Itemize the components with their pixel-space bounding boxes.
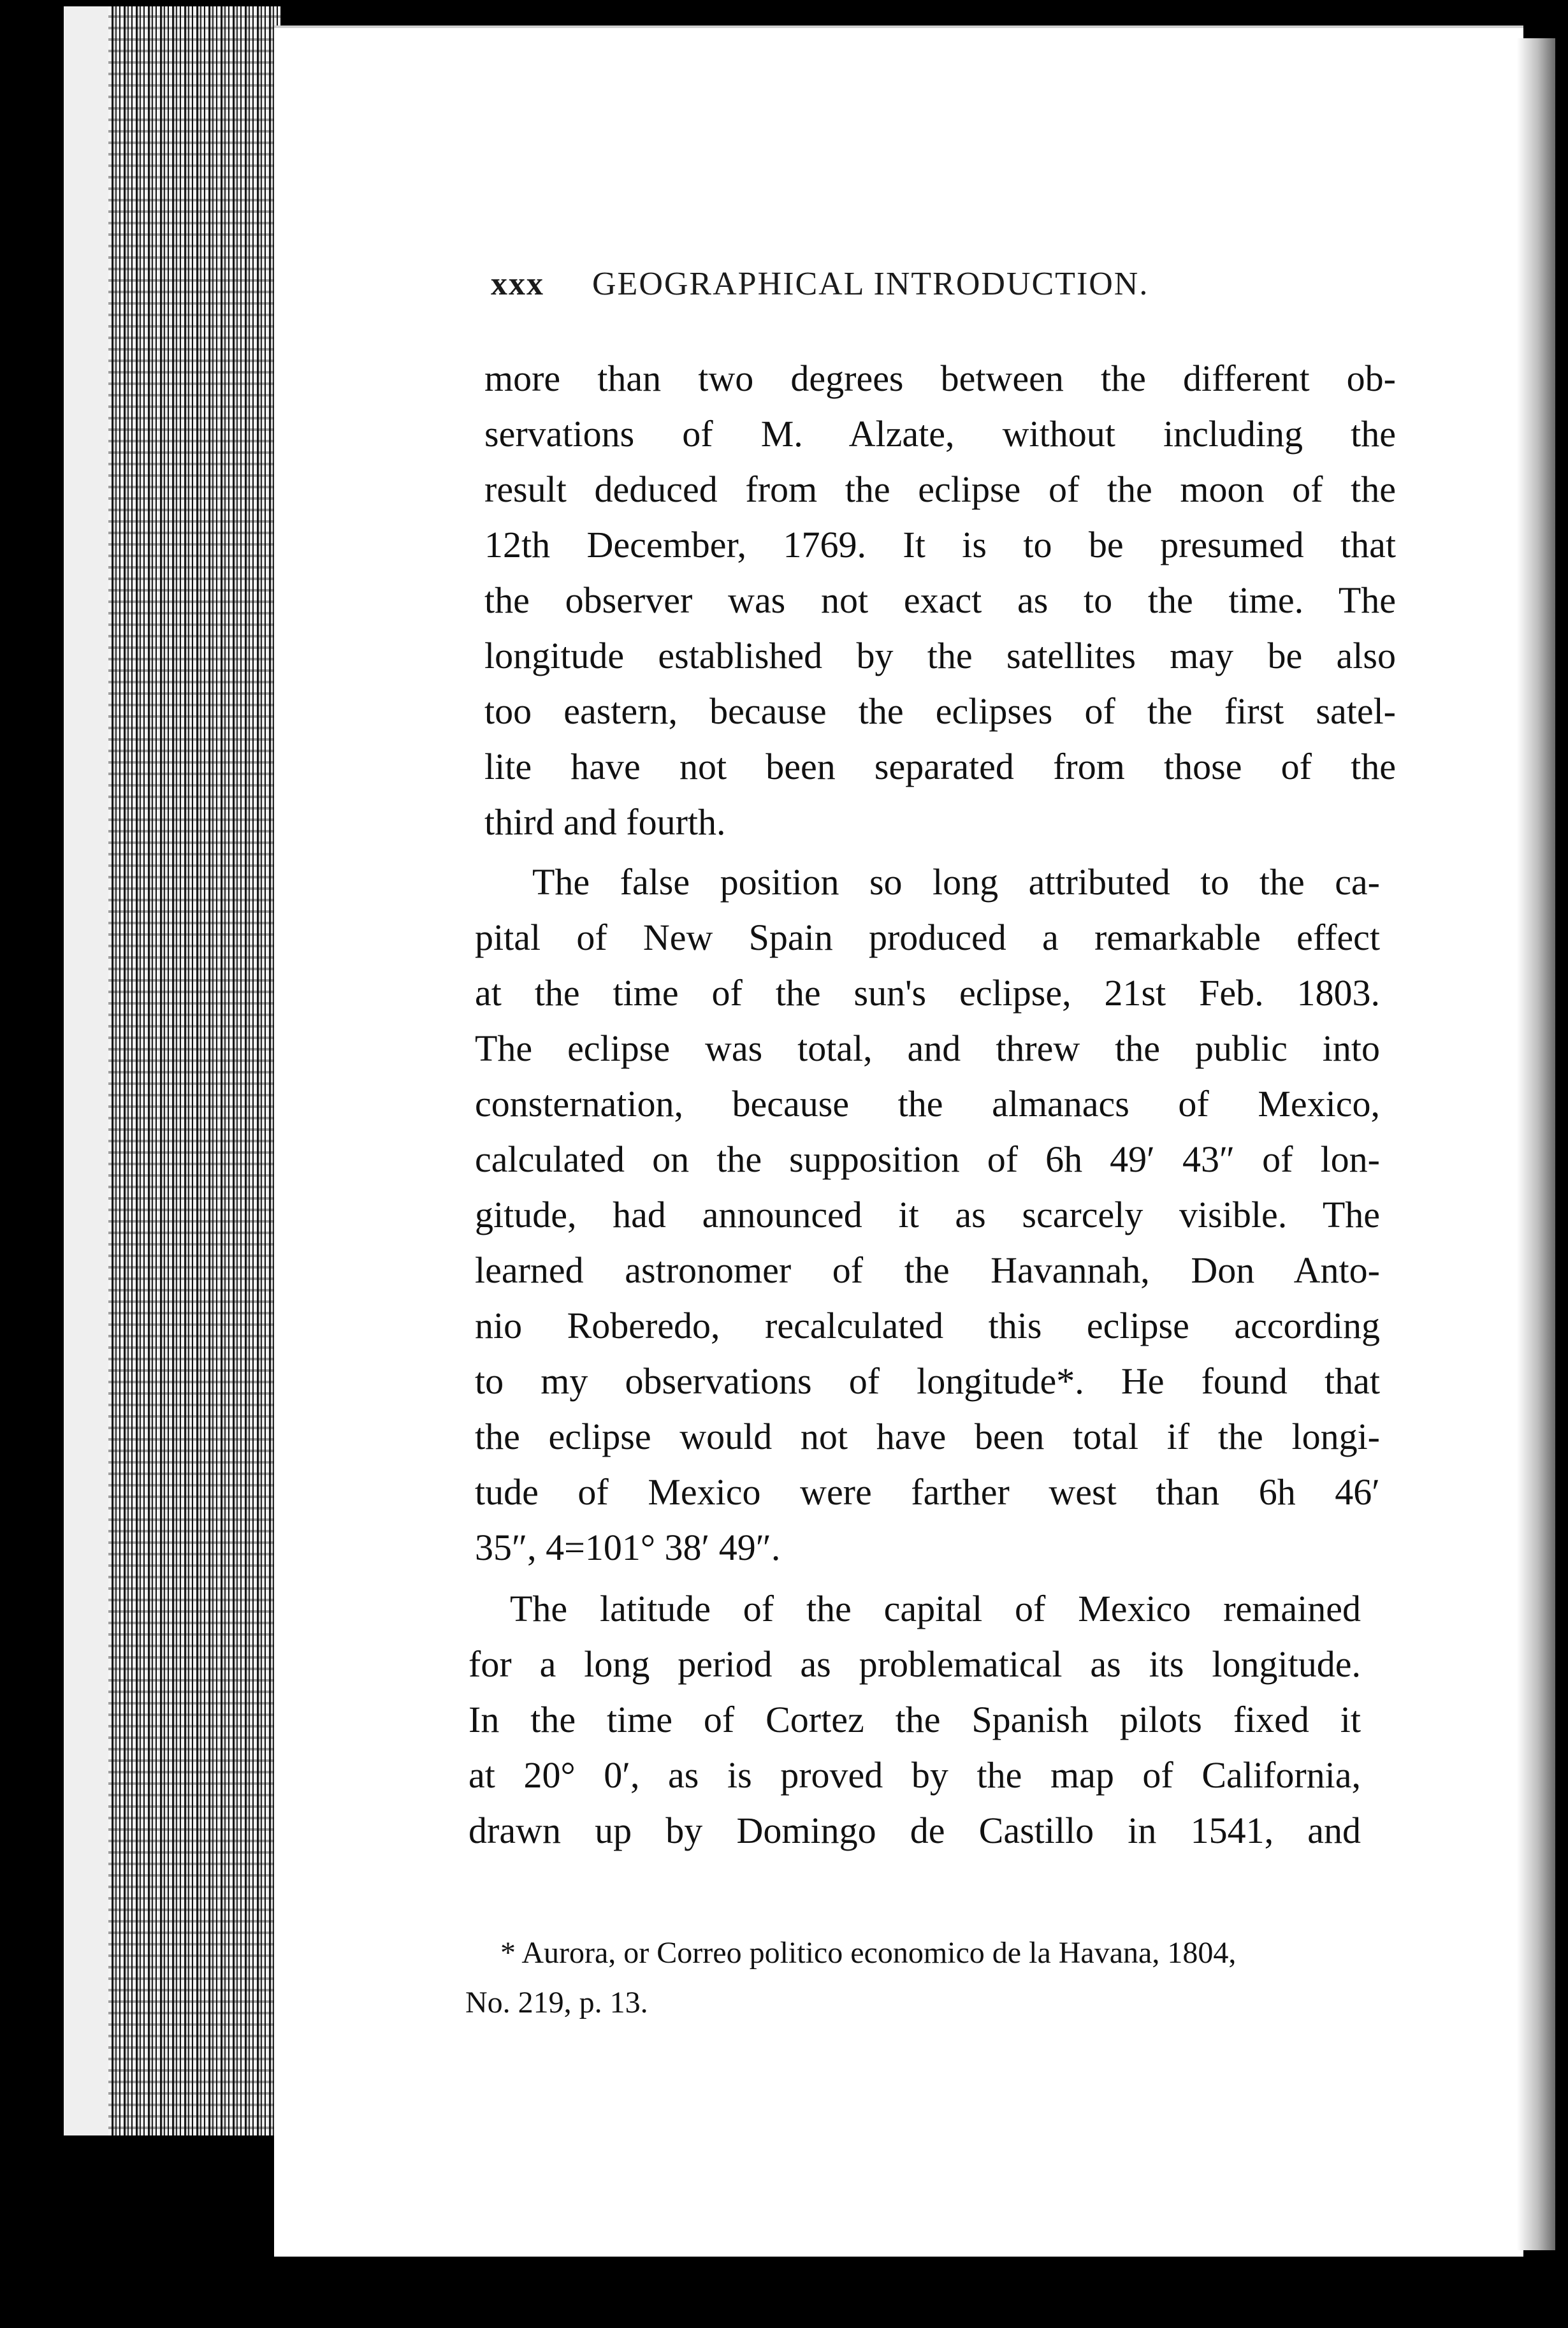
text-line: calculated on the supposition of 6h 49′ 43″ of lon- bbox=[475, 1139, 1380, 1180]
text-line: learned astronomer of the Havannah, Don Anto- bbox=[475, 1249, 1380, 1291]
text-line: The false position so long attributed to the ca- bbox=[532, 861, 1380, 903]
page-edge bbox=[64, 6, 115, 2135]
page-top-edge bbox=[274, 25, 1523, 28]
running-title: GEOGRAPHICAL INTRODUCTION. bbox=[592, 266, 1149, 302]
text-line: tude of Mexico were farther west than 6h 46′ bbox=[475, 1471, 1380, 1513]
text-line: for a long period as problematical as its longitude. bbox=[468, 1643, 1361, 1685]
text-line: the eclipse would not have been total if the longi- bbox=[475, 1416, 1380, 1457]
text-line: more than two degrees between the different ob- bbox=[484, 358, 1396, 399]
text-line: 12th December, 1769. It is to be presumed that bbox=[484, 524, 1396, 565]
footnote-line: * Aurora, or Correo politico economico de la Havana, 1804, bbox=[500, 1936, 1237, 1970]
text-line: at the time of the sun's eclipse, 21st Feb. 1803. bbox=[475, 972, 1380, 1014]
page-right-shadow bbox=[1517, 38, 1555, 2250]
text-line: pital of New Spain produced a remarkable effect bbox=[475, 917, 1380, 958]
paragraph-1 bbox=[484, 351, 1396, 850]
running-header bbox=[491, 265, 1383, 316]
text-line: servations of M. Alzate, without including the bbox=[484, 413, 1396, 455]
text-line: The eclipse was total, and threw the public into bbox=[475, 1028, 1380, 1069]
text-line: nio Roberedo, recalculated this eclipse according bbox=[475, 1305, 1380, 1346]
text-line: gitude, had announced it as scarcely visible. The bbox=[475, 1194, 1380, 1235]
text-line: In the time of Cortez the Spanish pilots fixed it bbox=[468, 1699, 1361, 1740]
paragraph-3 bbox=[468, 1581, 1361, 1858]
paragraph-2 bbox=[475, 854, 1380, 1575]
text-line: the observer was not exact as to the time. The bbox=[484, 579, 1396, 621]
text-line: result deduced from the eclipse of the moon of the bbox=[484, 469, 1396, 510]
text-line: consternation, because the almanacs of Mexico, bbox=[475, 1083, 1380, 1124]
text-line: at 20° 0′, as is proved by the map of California, bbox=[468, 1754, 1361, 1796]
text-line: to my observations of longitude*. He found that bbox=[475, 1360, 1380, 1402]
page-block-edges bbox=[108, 6, 280, 2135]
page-number: xxx bbox=[491, 266, 544, 302]
text-line: longitude established by the satellites may be also bbox=[484, 635, 1396, 676]
text-line: 35″, 4=101° 38′ 49″. bbox=[475, 1527, 781, 1568]
text-line: lite have not been separated from those of the bbox=[484, 746, 1396, 787]
text-line: drawn up by Domingo de Castillo in 1541, and bbox=[468, 1810, 1361, 1851]
text-line: The latitude of the capital of Mexico remained bbox=[510, 1588, 1361, 1629]
footnote bbox=[465, 1928, 1358, 2028]
footnote-line: No. 219, p. 13. bbox=[465, 1986, 648, 2019]
text-line: too eastern, because the eclipses of the first satel- bbox=[484, 690, 1396, 732]
text-line: third and fourth. bbox=[484, 801, 726, 843]
